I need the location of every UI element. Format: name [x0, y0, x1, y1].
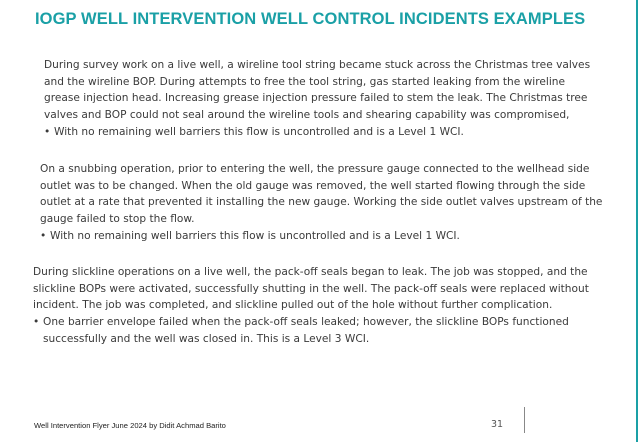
- incident-example-2: [40, 161, 606, 245]
- incident-classification-bullet: [40, 228, 606, 245]
- incident-classification-bullet: [44, 124, 604, 141]
- incident-description: During survey work on a live well, a wireline tool string became stuck across the Christmas tree valves and the wireline BOP. During attempts to free the tool string, gas started leaking from the wireline grease injection head. Increasing grease injection pressure failed to stem the leak. The Christmas tree valves and BOP could not seal around the wireline tools and shearing capability was compromised,: [44, 59, 591, 122]
- bullet-icon: •: [33, 316, 40, 329]
- incident-example-1: [44, 57, 604, 141]
- incident-classification-bullet: [33, 314, 605, 347]
- bullet-icon: •: [40, 229, 47, 242]
- incident-description: On a snubbing operation, prior to entering the well, the pressure gauge connected to the wellhead side outlet was to be changed. When the old gauge was removed, the well started flowing through the side outlet at a rate that prevented it installing the new gauge. Working the side outlet valves upstream of the gauge failed to stop the flow.: [40, 163, 603, 226]
- footer-divider: [524, 407, 525, 433]
- page-number: 31: [491, 419, 504, 430]
- incident-classification: One barrier envelope failed when the pack-off seals leaked; however, the slickline BOPs functioned successfully and the well was closed in. This is a Level 3 WCI.: [43, 316, 569, 345]
- bullet-icon: •: [44, 125, 51, 138]
- incident-classification: With no remaining well barriers this flow is uncontrolled and is a Level 1 WCI.: [50, 229, 460, 242]
- page-title: IOGP WELL INTERVENTION WELL CONTROL INCIDENTS EXAMPLES: [35, 10, 586, 28]
- incident-description: During slickline operations on a live well, the pack-off seals began to leak. The job was stopped, and the slickline BOPs were activated, successfully shutting in the well. The pack-off seals were replaced without incident. The job was completed, and slickline pulled out of the hole without further complication.: [33, 266, 589, 312]
- incident-example-3: [33, 264, 605, 348]
- incident-classification: With no remaining well barriers this flow is uncontrolled and is a Level 1 WCI.: [54, 125, 464, 138]
- footer-credit: Well Intervention Flyer June 2024 by Didit Achmad Barito: [34, 421, 226, 430]
